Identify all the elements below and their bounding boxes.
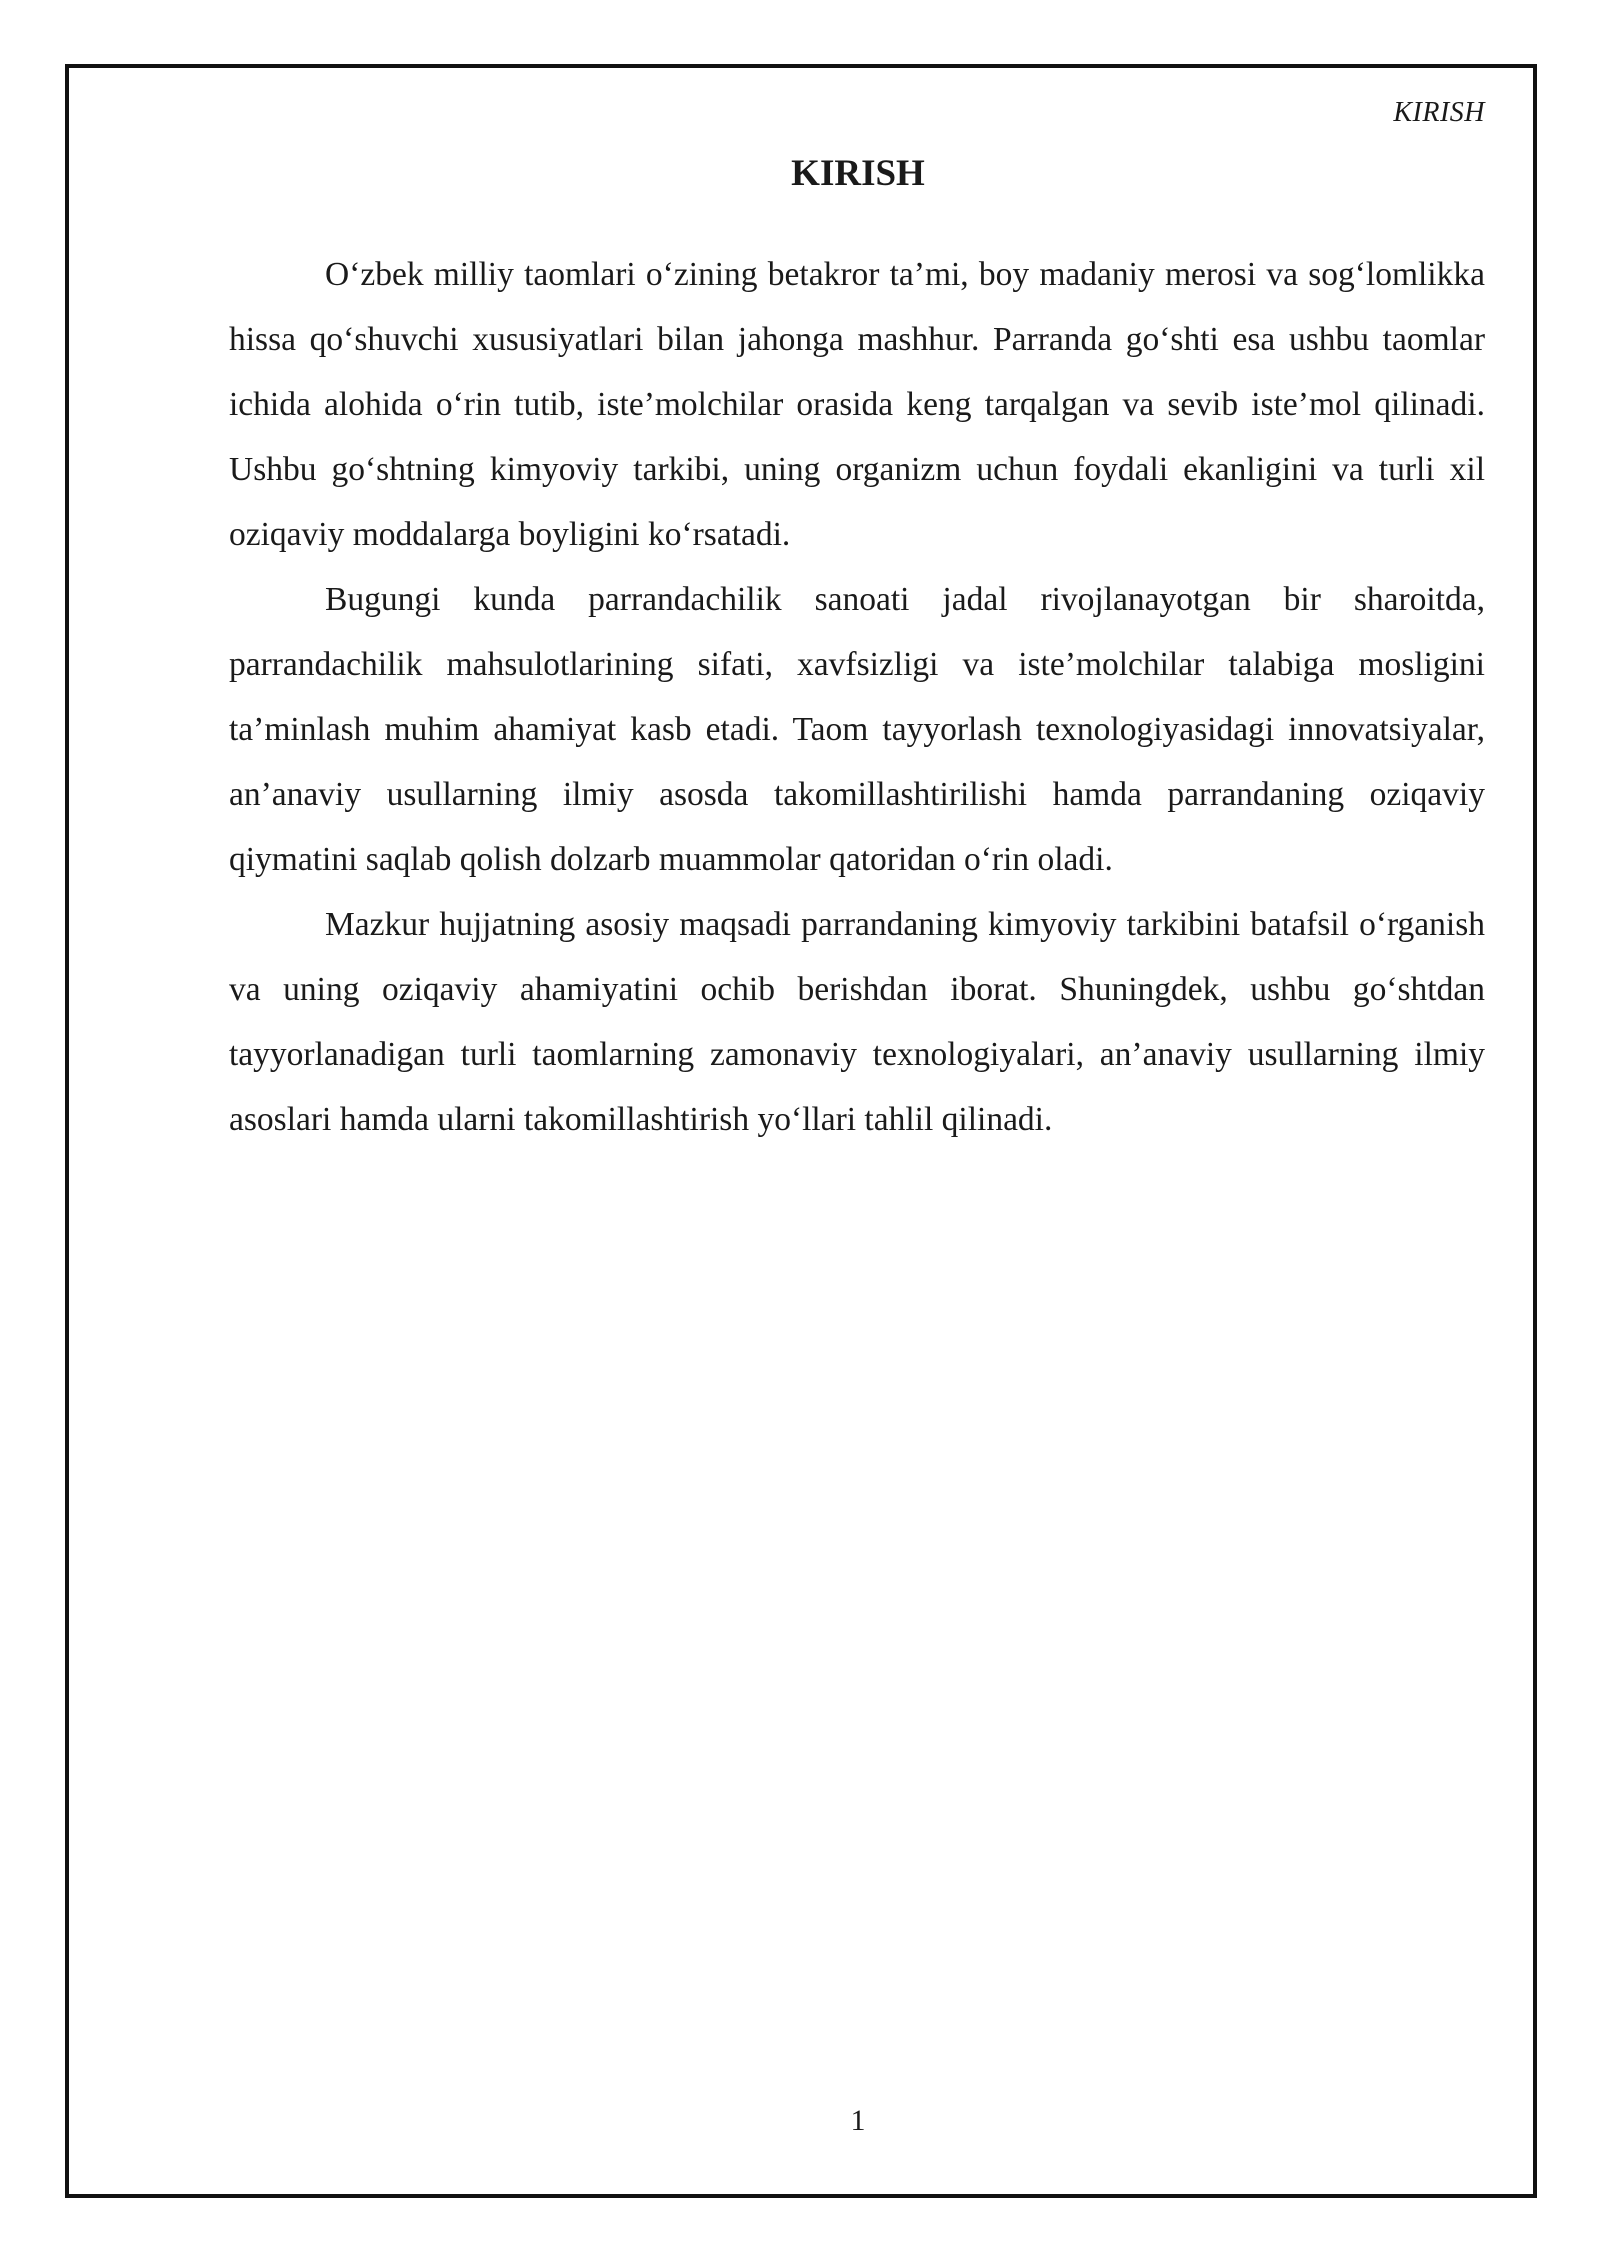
page-number: 1: [850, 2104, 866, 2137]
paragraph-3: Mazkur hujjatning asosiy maqsadi parrandaning kimyoviy tarkibini batafsil o‘rganish va uning oziqaviy ahamiyatini ochib berishdan iborat. Shuningdek, ushbu go‘shtdan tayyorlanadigan turli taomlarning zamonaviy texnologiyalari, an’anaviy usullarning ilmiy asoslari hamda ularni takomillashtirish yo‘llari tahlil qilinadi.: [229, 906, 1485, 1138]
paragraph-2: Bugungi kunda parrandachilik sanoati jadal rivojlanayotgan bir sharoitda, parrandachilik mahsulotlarining sifati, xavfsizligi va iste’molchilar talabiga mosligini ta’minlash muhim ahamiyat kasb etadi. Taom tayyorlash texnologiyasidagi innovatsiyalar, an’anaviy usullarning ilmiy asosda takomillashtirilishi hamda parrandaning oziqaviy qiymatini saqlab qolish dolzarb muammolar qatoridan o‘rin oladi.: [229, 581, 1485, 878]
page-title: KIRISH: [791, 153, 925, 194]
paragraph-1: O‘zbek milliy taomlari o‘zining betakror ta’mi, boy madaniy merosi va sog‘lomlikka hissa qo‘shuvchi xususiyatlari bilan jahonga mashhur. Parranda go‘shti esa ushbu taomlar ichida alohida o‘rin tutib, iste’molchilar orasida keng tarqalgan va sevib iste’mol qilinadi. Ushbu go‘shtning kimyoviy tarkibi, uning organizm uchun foydali ekanligini va turli xil oziqaviy moddalarga boyligini ko‘rsatadi.: [229, 256, 1485, 553]
running-header: KIRISH: [1393, 97, 1485, 128]
body-text: [229, 242, 1485, 1152]
